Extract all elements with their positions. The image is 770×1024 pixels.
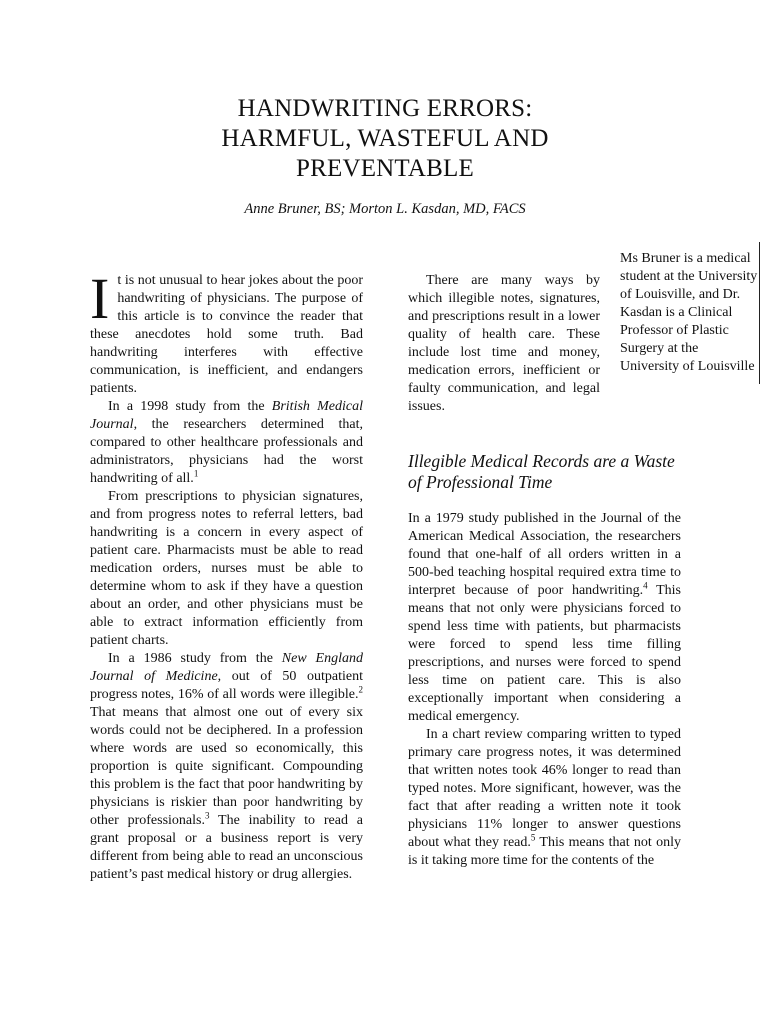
paragraph-bmj-study: In a 1998 study from the British Medical Journal, the researchers determined that, compared to other healthcare professionals and administrators, physicians had the worst handwriting of all.$^1$ [90, 399, 363, 486]
paragraph-quality-of-care: There are many ways by which illegible notes, signatures, and prescriptions result in a lower quality of health care. These include lost time and money, medication errors, inefficient or faulty communication, and legal issues. [408, 273, 600, 414]
section-heading: Illegible Medical Records are a Waste of Professional Time [408, 451, 675, 492]
author-byline: Anne Bruner, BS; Morton L. Kasdan, MD, FACS [244, 201, 526, 217]
journal-name: British Medical Journal [90, 399, 363, 432]
paragraph-jama-study: In a 1979 study published in the Journal of the American Medical Association, the researchers found that one-half of all orders written in a 500-bed teaching hospital required extra time to interpret because of poor handwriting.$^4$ This means that not only were physicians forced to spend less time with patients, but pharmacists were forced to spend less time filling prescriptions, and nurses were forced to spend less time on patient care. This is also exceptionally important when considering a medical emergency. [408, 511, 681, 724]
body-column-right-top [408, 272, 600, 416]
intro-paragraph: It is not unusual to hear jokes about the poor handwriting of physicians. The purpose of this article is to convince the reader that these anecdotes hold some truth. Bad handwriting interferes with effective communication, is inefficient, and endangers patients. [90, 266, 363, 396]
author-affiliation-note: Ms Bruner is a medical student at the University of Louisville, and Dr. Kasdan is a Clinical Professor of Plastic Surgery at the University of Louisville [620, 251, 758, 374]
body-column-left [90, 266, 363, 884]
reference-marker: 4 [643, 580, 648, 591]
title-line-1: HANDWRITING ERRORS: [237, 95, 533, 122]
paragraph-patient-care: From prescriptions to physician signatures, and from progress notes to referral letters, bad handwriting is a concern in every aspect of patient care. Pharmacists must be able to read medication orders, nurses must be able to determine whom to ask if they have a question about an order, and other physicians must be able to extract information efficiently from patient charts. [90, 489, 363, 648]
title-line-2: HARMFUL, WASTEFUL AND [221, 125, 549, 152]
reference-marker: 2 [358, 684, 363, 695]
reference-marker: 3 [204, 810, 210, 821]
sidebar-divider [759, 242, 760, 384]
reference-marker: 1 [193, 468, 199, 479]
journal-name: New England Journal of Medicine [90, 651, 363, 684]
article-title [0, 94, 770, 184]
drop-cap: I [90, 266, 110, 331]
body-column-right [408, 510, 681, 870]
title-line-3: PREVENTABLE [296, 155, 474, 182]
paragraph-nejm-study: In a 1986 study from the New England Journal of Medicine, out of 50 outpatient progress notes, 16% of all words were illegible.$^2$ That means that almost one out of every six words could not be deciphered. In a profession where words are used so economically, this proportion is quite significant. Compounding this problem is the fact that poor handwriting by physicians is riskier than poor handwriting by other professionals.$^3$ The inability to read a grant proposal or a business report is very different from being able to read an unconscious patient’s past medical history or drug allergies. [90, 651, 363, 882]
paragraph-chart-review: In a chart review comparing written to typed primary care progress notes, it was determined that written notes took 46% longer to read than typed notes. More significant, however, was the fact that after reading a written note it took physicians 11% longer to answer questions about what they read.$^5$ This means that not only is it taking more time for the contents of the [408, 727, 681, 868]
reference-marker: 5 [530, 832, 536, 843]
